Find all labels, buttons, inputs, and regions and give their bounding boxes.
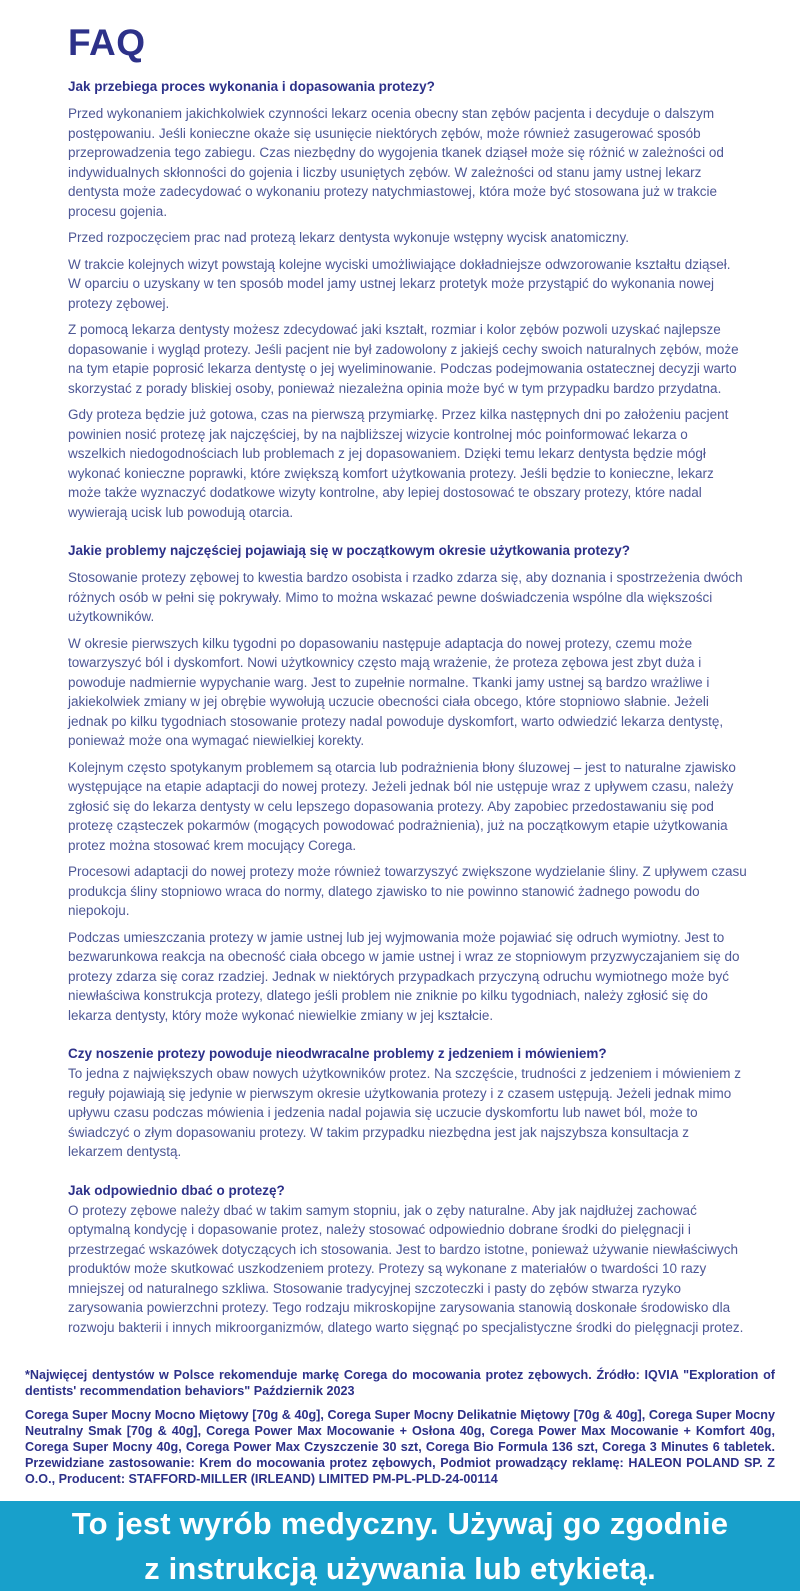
- faq-section: [68, 1045, 747, 1162]
- faq-section: [68, 1182, 747, 1338]
- faq-answer-paragraph: Stosowanie protezy zębowej to kwestia bardzo osobista i rzadko zdarza się, aby doznania i spostrzeżenia dwóch różnych osób w pełni się pokrywały. Mimo to można wskazać pewne doświadczenia wspólne dla większości użytkowników.: [68, 570, 743, 624]
- page-title: FAQ: [68, 22, 146, 63]
- faq-section: [68, 542, 747, 1025]
- faq-answer-paragraph: Kolejnym często spotykanym problemem są otarcia lub podrażnienia błony śluzowej – jest to naturalne zjawisko występujące na etapie adaptacji do nowej protezy. Jeżeli jednak ból nie ustępuje wraz z upływem czasu, należy zgłosić się do lekarza dentysty w celu lepszego dopasowania protezy. Aby zapobiec przedostawaniu się pod protezę cząsteczek pokarmów (mogących powodować podrażnienia), już na początkowym etapie użytkowania protez można stosować krem mocujący Corega.: [68, 759, 736, 853]
- faq-answer-paragraph: Procesowi adaptacji do nowej protezy może również towarzyszyć zwiększone wydzielanie śliny. Z upływem czasu produkcja śliny stopniowo wraca do normy, dlatego zjawisko to nie powinno stanowić żadnego powodu do niepokoju.: [68, 864, 747, 918]
- banner-text-line2: z instrukcją używania lub etykietą.: [144, 1551, 656, 1586]
- faq-answer-paragraph: O protezy zębowe należy dbać w takim samym stopniu, jak o zęby naturalne. Aby jak najdłużej zachować optymalną kondycję i dopasowanie protez, należy stosować odpowiednio dobrane środki do pielęgnacji i przestrzegać wskazówek dotyczących ich stosowania. Jest to bardzo istotne, ponieważ używanie niewłaściwych produktów może skutkować uszkodzeniem protezy. Protezy są wykonane z materiałów o twardości 10 razy mniejszej od naturalnego szkliwa. Stosowanie tradycyjnej szczoteczki i pasty do zębów stwarza ryzyko zarysowania powierzchni protezy. Tego rodzaju mikroskopijne zarysowania stanowią doskonałe środowisko dla rozwoju bakterii i innych mikroorganizmów, dlatego warto sięgnąć po specjalistyczne środki do pielęgnacji protez.: [68, 1202, 744, 1335]
- faq-answer-paragraph: Przed rozpoczęciem prac nad protezą lekarz dentysta wykonuje wstępny wycisk anatomiczny.: [68, 230, 630, 245]
- faq-answer-paragraph: Gdy proteza będzie już gotowa, czas na pierwszą przymiarkę. Przez kilka następnych dni po założeniu pacjent powinien nosić protezę jak najczęściej, by na najbliższej wizycie kontrolnej móc poinformować lekarza o wszelkich niedogodnościach lub problemach z jej dopasowaniem. Dzięki temu lekarz dentysta będzie mógł wykonać konieczne poprawki, które zwiększą komfort użytkowania protezy. Jeśli będzie to konieczne, lekarz może także wyznaczyć dodatkowe wizyty kontrolne, aby lepiej dostosować te obszary protezy, które nadal wywierają ucisk lub powodują otarcia.: [68, 407, 729, 520]
- faq-answer-paragraph: Przed wykonaniem jakichkolwiek czynności lekarz ocenia obecny stan zębów pacjenta i decyduje o dalszym postępowaniu. Jeśli konieczne okaże się usunięcie niektórych zębów, może również zasugerować sposób przeprowadzenia tego zabiegu. Czas niezbędny do wygojenia tkanek dziąseł może się różnić w zależności od indywidualnych skłonności do gojenia i liczby usuniętych zębów. W zależności od stanu jamy ustnej lekarz dentysta może zadecydować o wykonaniu protezy natychmiastowej, która może być stosowana już w trakcie procesu gojenia.: [68, 106, 724, 219]
- faq-answer-paragraph: To jedna z największych obaw nowych użytkowników protez. Na szczęście, trudności z jedzeniem i mówieniem z reguły pojawiają się jedynie w pierwszym okresie użytkowania protezy i z czasem ustępują. Jeżeli jednak mimo upływu czasu podczas mówienia i jedzenia nadal pojawia się uczucie dyskomfortu lub nawet ból, może to świadczyć o złym dopasowaniu protezy. W takim przypadku niezbędna jest jak najszybsza konsultacja z lekarzem dentystą.: [68, 1066, 742, 1159]
- faq-answer-paragraph: Z pomocą lekarza dentysty możesz zdecydować jaki kształt, rozmiar i kolor zębów pozwoli uzyskać najlepsze dopasowanie i wygląd protezy. Jeśli pacjent nie był zadowolony z jakiejś cechy swoich naturalnych zębów, może na tym etapie poprosić lekarza dentystę o jej wyeliminowanie. Podczas podejmowania ostatecznej decyzji warto skorzystać z porady bliskiej osoby, ponieważ niezależna opinia może być w tym przypadku bardzo przydatna.: [68, 322, 739, 396]
- faq-question: Jakie problemy najczęściej pojawiają się w początkowym okresie użytkowania protezy?: [68, 543, 630, 558]
- faq-section: [68, 78, 747, 522]
- faq-question: Jak przebiega proces wykonania i dopasowania protezy?: [68, 79, 435, 94]
- banner-text-line1: To jest wyrób medyczny. Używaj go zgodnie: [71, 1506, 729, 1541]
- faq-answer-paragraph: Podczas umieszczania protezy w jamie ustnej lub jej wyjmowania może pojawiać się odruch wymiotny. Jest to bezwarunkowa reakcja na obecność ciała obcego w jamie ustnej i wraz ze stopniowym przyzwyczajaniem się do protezy zdarza się coraz rzadziej. Jednak w niektórych przypadkach przyczyną odruchu wymiotnego może być niewłaściwa konstrukcja protezy, dlatego jeśli problem nie zniknie po kilku tygodniach, należy zgłosić się do lekarza dentysty, który może wykonać niewielkie zmiany w jej kształcie.: [68, 929, 740, 1023]
- faq-question: Jak odpowiednio dbać o protezę?: [68, 1182, 285, 1198]
- faq-section-list: [68, 78, 747, 1337]
- footnote-legal: Corega Super Mocny Mocno Miętowy [70g & 40g], Corega Super Mocny Delikatnie Miętowy [70g & 40g], Corega Super Mocny Neutralny Smak [70g & 40g], Corega Power Max Mocowanie + Osłona 40g, Corega Power Max Mocowanie + Komfort 40g, Corega Super Mocny 40g, Corega Power Max Czyszczenie 30 szt, Corega Bio Formula 136 szt, Corega 3 Minutes 6 tabletek. Przewidziane zastosowanie: Krem do mocowania protez zębowych, Podmiot prowadzący reklamę: HALEON POLAND SP. Z O.O., Producent: STAFFORD-MILLER (IRLEAND) LIMITED PM-PL-PLD-24-00114: [25, 1408, 775, 1486]
- medical-device-banner: [0, 1501, 800, 1591]
- footnotes: [0, 1357, 800, 1501]
- faq-answer-paragraph: W trakcie kolejnych wizyt powstają kolejne wyciski umożliwiające dokładniejsze odwzorowanie kształtu dziąseł. W oparciu o uzyskany w ten sposób model jamy ustnej lekarz protetyk może przystąpić do wykonania nowej protezy zębowej.: [68, 256, 731, 311]
- faq-answer-paragraph: W okresie pierwszych kilku tygodni po dopasowaniu następuje adaptacja do nowej protezy, czemu może towarzyszyć ból i dyskomfort. Nowi użytkownicy często mają wrażenie, że proteza zębowa jest zbyt duża i powoduje nadmiernie wypychanie warg. Jest to zupełnie normalne. Tkanki jamy ustnej są bardzo wrażliwe i jakiekolwiek zmiany w jej obrębie wywołują uczucie obecności ciała obcego, które stopniowo słabnie. Jeżeli jednak po kilku tygodniach stosowanie protezy nadal powoduje dyskomfort, warto odwiedzić lekarza dentystę, ponieważ może ona wymagać niewielkiej korekty.: [68, 635, 724, 748]
- faq-question: Czy noszenie protezy powoduje nieodwracalne problemy z jedzeniem i mówieniem?: [68, 1046, 607, 1061]
- footnote-source: *Najwięcej dentystów w Polsce rekomenduje markę Corega do mocowania protez zębowych. Źródło: IQVIA "Exploration of dentists' recommendation behaviors" Październik 2023: [25, 1368, 775, 1398]
